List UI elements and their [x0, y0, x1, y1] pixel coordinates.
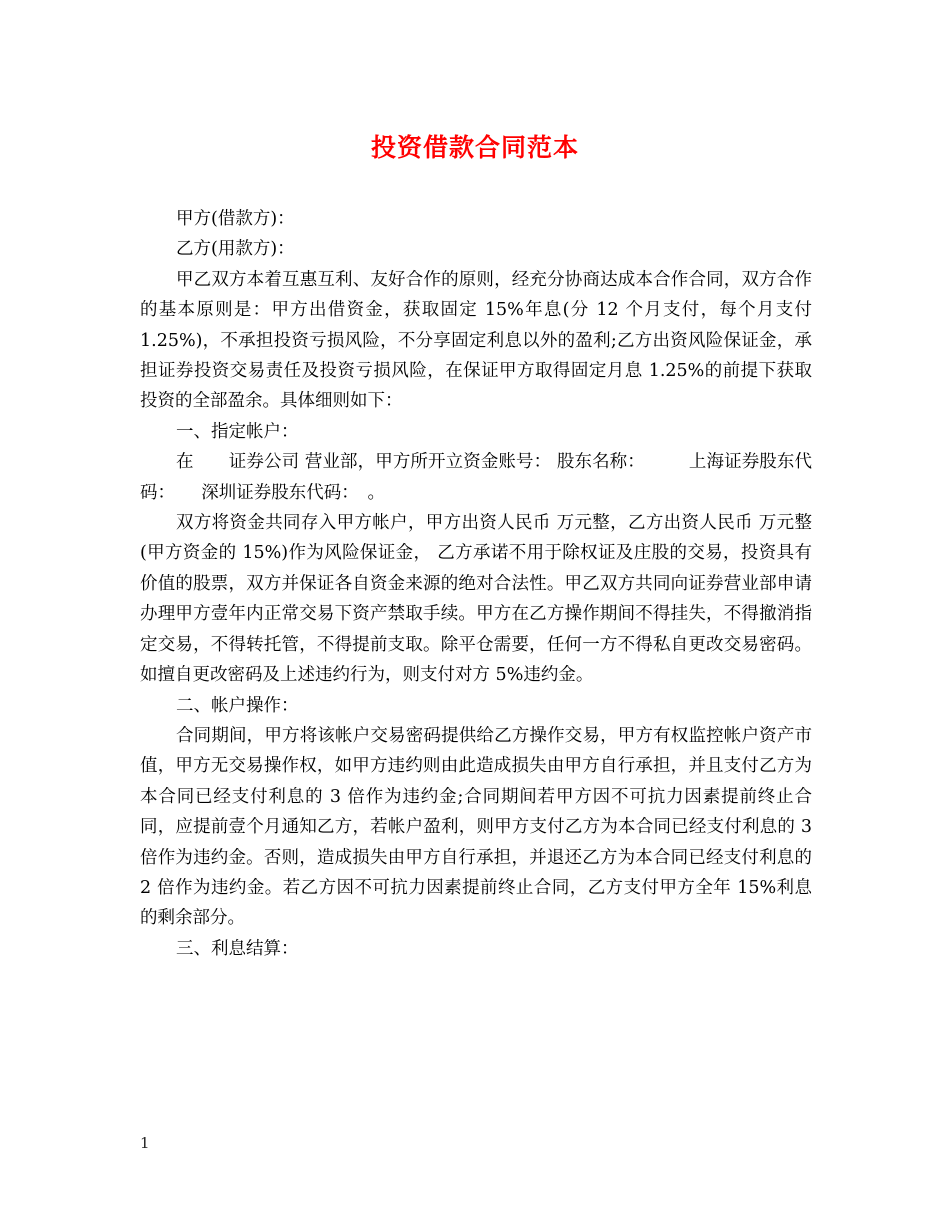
document-title: 投资借款合同范本 [370, 133, 579, 162]
party-b-line: 乙方(用款方)： [176, 239, 295, 260]
intro-paragraph: 甲乙双方本着互惠互利、友好合作的原则，经充分协商达成本合作合同，双方合作的基本原则是：甲方出借资金，获取固定 15%年息(分 12 个月支付，每个月支付 1.25%)，不承担投资亏损风险，不分享固定利息以外的盈利;乙方出资风险保证金，承担证券投资交易责任及投资亏损风险，在保证甲方取得固定月息 1.25%的前提下获取投资的全部盈余。具体细则如下： [140, 269, 812, 412]
party-a-line: 甲方(借款方)： [176, 209, 295, 229]
page-number: 1 [140, 1134, 150, 1152]
account-info-paragraph: 在 证券公司 营业部，甲方所开立资金账号： 股东名称： 上海证券股东代码： 深圳证券股东代码： 。 [140, 452, 812, 503]
account-operation-paragraph: 合同期间，甲方将该帐户交易密码提供给乙方操作交易，甲方有权监控帐户资产市值，甲方无交易操作权，如甲方违约则由此造成损失由甲方自行承担，并且支付乙方为本合同已经支付利息的 3 倍作为违约金;合同期间若甲方因不可抗力因素提前终止合同，应提前壹个月通知乙方，若帐户盈利，则甲方支付乙方为本合同已经支付利息的 3 倍作为违约金。否则，造成损失由甲方自行承担，并退还乙方为本合同已经支付利息的 2 倍作为违约金。若乙方因不可抗力因素提前终止合同，乙方支付甲方全年 15%利息的剩余部分。 [140, 725, 812, 929]
section-3-heading: 三、利息结算： [176, 938, 299, 959]
section-2-heading: 二、帐户操作： [176, 695, 299, 716]
deposit-terms-paragraph: 双方将资金共同存入甲方帐户，甲方出资人民币 万元整，乙方出资人民币 万元整(甲方资金的 15%)作为风险保证金， 乙方承诺不用于除权证及庄股的交易，投资具有价值的股票，双方并保证各自资金来源的绝对合法性。甲乙双方共同向证券营业部申请办理甲方壹年内正常交易下资产禁取手续。甲方在乙方操作期间不得挂失，不得撤消指定交易，不得转托管，不得提前支取。除平仓需要，任何一方不得私自更改交易密码。如擅自更改密码及上述违约行为，则支付对方 5%违约金。 [140, 513, 812, 686]
document-body [140, 204, 812, 964]
section-1-heading: 一、指定帐户： [176, 421, 299, 442]
